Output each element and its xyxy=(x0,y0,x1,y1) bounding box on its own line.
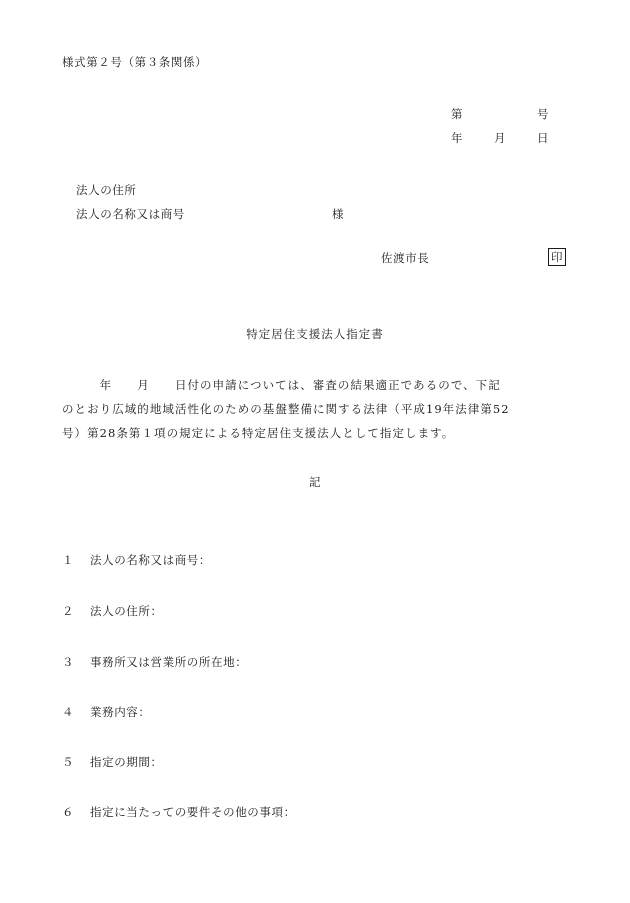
date-year: 年 xyxy=(451,131,464,145)
item-entry xyxy=(62,552,211,568)
document-title: 特定居住支援法人指定書 xyxy=(246,327,384,341)
body-line: のとおり広域的地域活性化のための基盤整備に関する法律（平成19年法律第52 xyxy=(62,402,510,416)
item-label: 業務内容： xyxy=(90,705,151,719)
item-number: ６ xyxy=(62,805,75,819)
item-number: ２ xyxy=(62,604,75,618)
item-number: ４ xyxy=(62,705,75,719)
item-entry xyxy=(62,603,163,619)
item-entry xyxy=(62,804,296,820)
item-number: １ xyxy=(62,553,75,567)
recipient-honorific: 様 xyxy=(332,207,345,221)
item-label: 指定の期間： xyxy=(90,755,163,769)
item-label: 事務所又は営業所の所在地： xyxy=(90,655,248,669)
body-paragraph xyxy=(62,373,568,445)
item-number: ３ xyxy=(62,655,75,669)
item-label: 法人の名称又は商号： xyxy=(90,553,211,567)
recipient-name-label: 法人の名称又は商号 xyxy=(76,207,185,221)
doc-number-suffix: 号 xyxy=(537,107,550,121)
item-entry xyxy=(62,754,163,770)
item-entry xyxy=(62,654,247,670)
issuer-title: 佐渡市長 xyxy=(381,251,430,265)
item-entry xyxy=(62,704,151,720)
date-month: 月 xyxy=(494,131,507,145)
ki-heading: 記 xyxy=(308,475,322,489)
item-label: 法人の住所： xyxy=(90,604,163,618)
body-line: 号）第28条第１項の規定による特定居住支援法人として指定します。 xyxy=(62,426,455,440)
form-code: 様式第２号（第３条関係） xyxy=(62,55,208,69)
item-label: 指定に当たっての要件その他の事項： xyxy=(90,805,296,819)
recipient-address-label: 法人の住所 xyxy=(76,183,137,197)
doc-number-label: 第 xyxy=(451,107,464,121)
item-number: ５ xyxy=(62,755,75,769)
seal-mark: 印 xyxy=(548,248,566,266)
body-line: 年 月 日付の申請については、審査の結果適正であるので、下記 xyxy=(62,378,501,392)
date-day: 日 xyxy=(537,131,550,145)
